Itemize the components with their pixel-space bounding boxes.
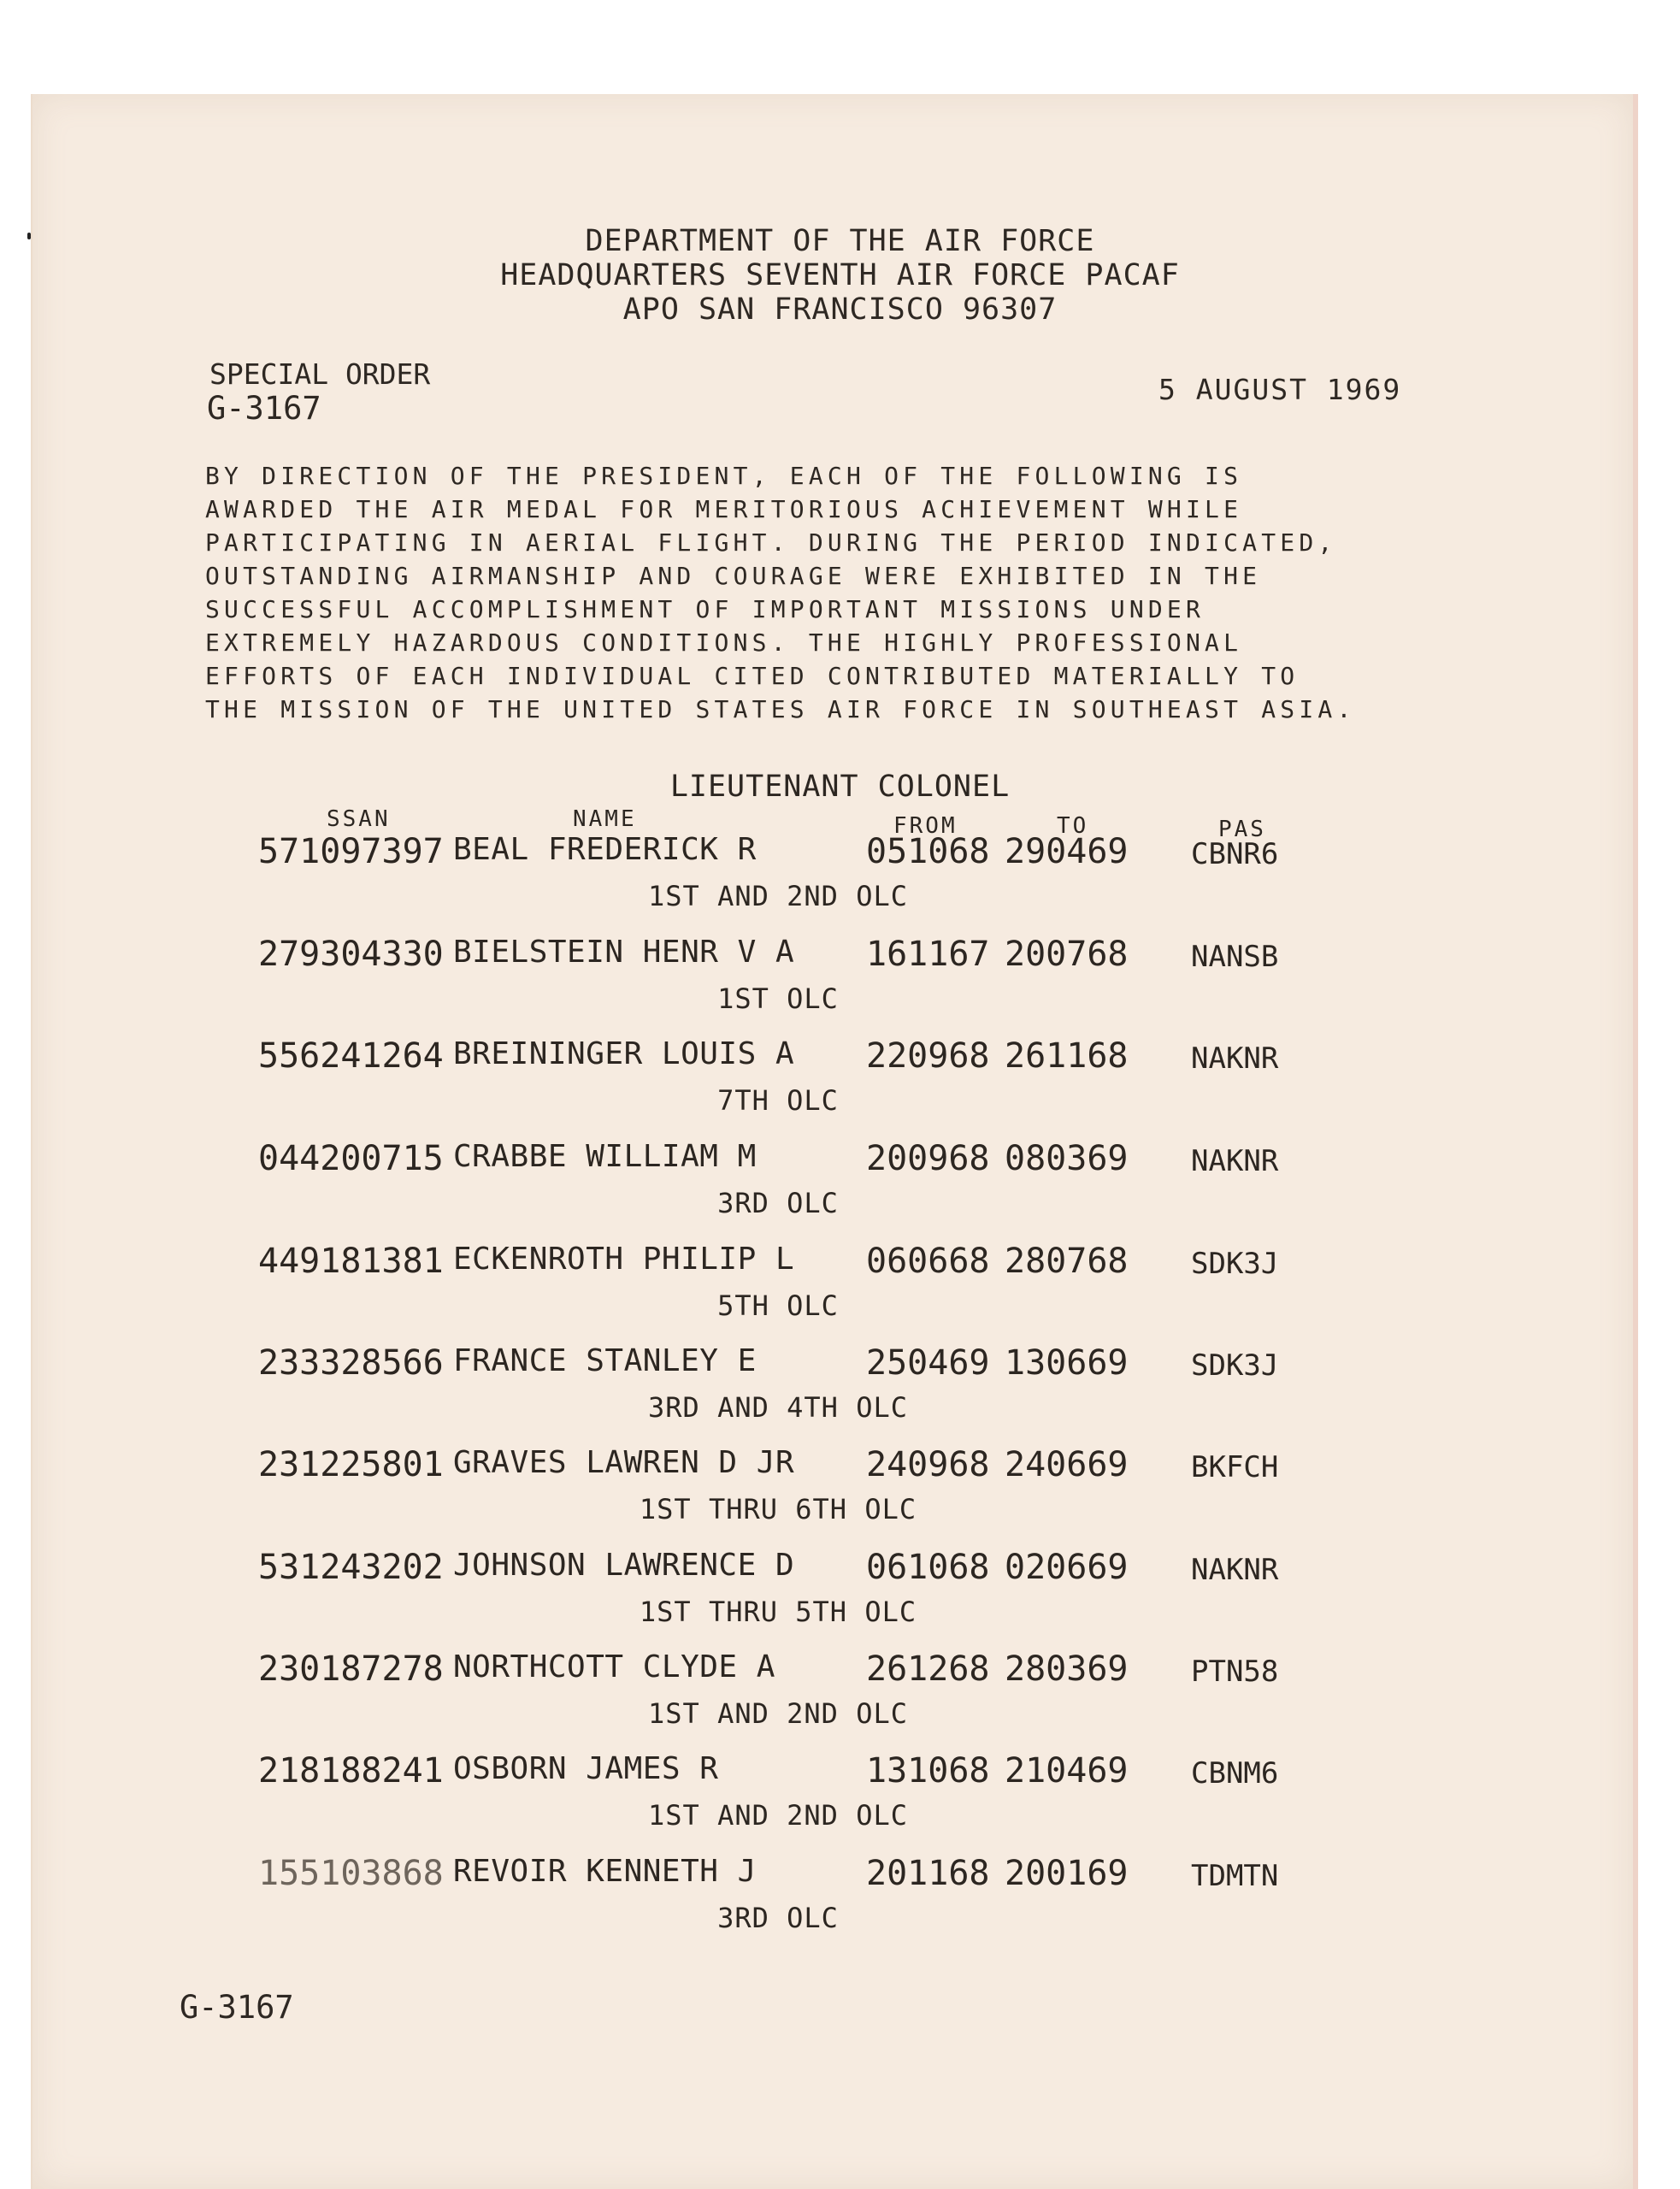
entry-from: 240968 (866, 1445, 990, 1484)
column-header-to: TO (1057, 813, 1089, 839)
entry-ssan: 155103868 (258, 1854, 444, 1893)
entry-from: 201168 (866, 1854, 990, 1893)
entry-to: 261168 (1005, 1036, 1129, 1076)
entry-from: 061068 (866, 1548, 990, 1587)
entry-from: 161167 (866, 935, 990, 974)
entry-to: 290469 (1005, 832, 1129, 871)
award-entry (0, 1751, 1680, 1837)
entry-olc: 1ST THRU 6TH OLC (639, 1493, 917, 1525)
entry-name: REVOIR KENNETH J (453, 1854, 757, 1889)
entry-name: BREININGER LOUIS A (453, 1036, 795, 1071)
award-entry (0, 1445, 1680, 1531)
entry-from: 200968 (866, 1139, 990, 1178)
citation-line: OUTSTANDING AIRMANSHIP AND COURAGE WERE EXHIBITED IN THE (205, 562, 1262, 590)
entry-ssan: 231225801 (258, 1445, 444, 1484)
citation-line: THE MISSION OF THE UNITED STATES AIR FORCE IN SOUTHEAST ASIA. (205, 695, 1356, 723)
entry-olc: 1ST THRU 5TH OLC (639, 1596, 917, 1628)
entry-olc: 1ST AND 2ND OLC (648, 880, 908, 912)
entry-name: NORTHCOTT CLYDE A (453, 1649, 775, 1685)
entry-pas: NANSB (1191, 940, 1279, 974)
award-entry (0, 1036, 1680, 1122)
entry-olc: 3RD OLC (717, 1902, 839, 1934)
award-entry (0, 1649, 1680, 1735)
entry-name: JOHNSON LAWRENCE D (453, 1548, 795, 1583)
entry-to: 200768 (1005, 935, 1129, 974)
entry-ssan: 233328566 (258, 1343, 444, 1383)
column-header-from: FROM (893, 813, 958, 839)
entry-to: 280369 (1005, 1649, 1129, 1689)
entry-name: BIELSTEIN HENR V A (453, 935, 795, 970)
entry-ssan: 531243202 (258, 1548, 444, 1587)
entry-ssan: 449181381 (258, 1242, 444, 1281)
header-headquarters: HEADQUARTERS SEVENTH AIR FORCE PACAF (500, 258, 1180, 292)
entry-olc: 1ST OLC (717, 982, 839, 1015)
award-entry (0, 832, 1680, 917)
order-number: G-3167 (207, 390, 321, 427)
column-header-pas: PAS (1218, 817, 1266, 842)
entry-pas: TDMTN (1191, 1859, 1279, 1893)
entry-to: 280768 (1005, 1242, 1129, 1281)
entry-name: FRANCE STANLEY E (453, 1343, 757, 1378)
entry-from: 220968 (866, 1036, 990, 1076)
entry-pas: PTN58 (1191, 1655, 1279, 1689)
entry-from: 250469 (866, 1343, 990, 1383)
entry-name: CRABBE WILLIAM M (453, 1139, 757, 1174)
citation-line: SUCCESSFUL ACCOMPLISHMENT OF IMPORTANT MISSIONS UNDER (205, 595, 1205, 623)
entry-olc: 3RD AND 4TH OLC (648, 1391, 908, 1424)
entry-from: 060668 (866, 1242, 990, 1281)
entry-ssan: 571097397 (258, 832, 444, 871)
citation-line: BY DIRECTION OF THE PRESIDENT, EACH OF THE FOLLOWING IS (205, 462, 1243, 490)
entry-to: 210469 (1005, 1751, 1129, 1791)
award-entry (0, 1242, 1680, 1327)
entry-ssan: 044200715 (258, 1139, 444, 1178)
entry-to: 080369 (1005, 1139, 1129, 1178)
entry-pas: NAKNR (1191, 1144, 1279, 1178)
award-entry (0, 935, 1680, 1020)
citation-line: AWARDED THE AIR MEDAL FOR MERITORIOUS ACHIEVEMENT WHILE (205, 495, 1243, 523)
citation-line: EFFORTS OF EACH INDIVIDUAL CITED CONTRIBUTED MATERIALLY TO (205, 662, 1300, 690)
entry-name: BEAL FREDERICK R (453, 832, 757, 867)
entry-olc: 3RD OLC (717, 1187, 839, 1219)
order-type: SPECIAL ORDER (209, 357, 431, 391)
entry-olc: 1ST AND 2ND OLC (648, 1799, 908, 1832)
entry-ssan: 230187278 (258, 1649, 444, 1689)
entry-from: 261268 (866, 1649, 990, 1689)
award-entry (0, 1139, 1680, 1224)
header-address: APO SAN FRANCISCO 96307 (622, 292, 1058, 327)
footer-order-number: G-3167 (180, 1989, 294, 2026)
entry-to: 240669 (1005, 1445, 1129, 1484)
entry-ssan: 279304330 (258, 935, 444, 974)
entry-ssan: 218188241 (258, 1751, 444, 1791)
award-entry (0, 1343, 1680, 1429)
citation-line: EXTREMELY HAZARDOUS CONDITIONS. THE HIGHLY PROFESSIONAL (205, 628, 1243, 657)
entry-from: 131068 (866, 1751, 990, 1791)
entry-pas: BKFCH (1191, 1450, 1279, 1484)
entry-olc: 7TH OLC (717, 1084, 839, 1117)
column-header-name: NAME (573, 806, 637, 832)
entry-name: GRAVES LAWREN D JR (453, 1445, 795, 1480)
entry-ssan: 556241264 (258, 1036, 444, 1076)
award-entry (0, 1548, 1680, 1633)
entry-to: 020669 (1005, 1548, 1129, 1587)
entry-olc: 5TH OLC (717, 1289, 839, 1322)
citation-line: PARTICIPATING IN AERIAL FLIGHT. DURING THE PERIOD INDICATED, (205, 528, 1337, 557)
award-entry (0, 1854, 1680, 1939)
entry-olc: 1ST AND 2ND OLC (648, 1697, 908, 1730)
entry-from: 051068 (866, 832, 990, 871)
entry-pas: SDK3J (1191, 1348, 1279, 1383)
entry-name: ECKENROTH PHILIP L (453, 1242, 795, 1277)
column-header-ssan: SSAN (327, 806, 391, 832)
entry-to: 200169 (1005, 1854, 1129, 1893)
rank-heading: LIEUTENANT COLONEL (669, 770, 1011, 804)
entry-pas: CBNM6 (1191, 1756, 1279, 1791)
entry-pas: NAKNR (1191, 1553, 1279, 1587)
entry-pas: NAKNR (1191, 1041, 1279, 1076)
order-date: 5 AUGUST 1969 (1158, 373, 1402, 406)
entry-to: 130669 (1005, 1343, 1129, 1383)
header-department: DEPARTMENT OF THE AIR FORCE (585, 224, 1095, 258)
entry-name: OSBORN JAMES R (453, 1751, 719, 1786)
entry-pas: SDK3J (1191, 1247, 1279, 1281)
entry-pas: CBNR6 (1191, 837, 1279, 871)
